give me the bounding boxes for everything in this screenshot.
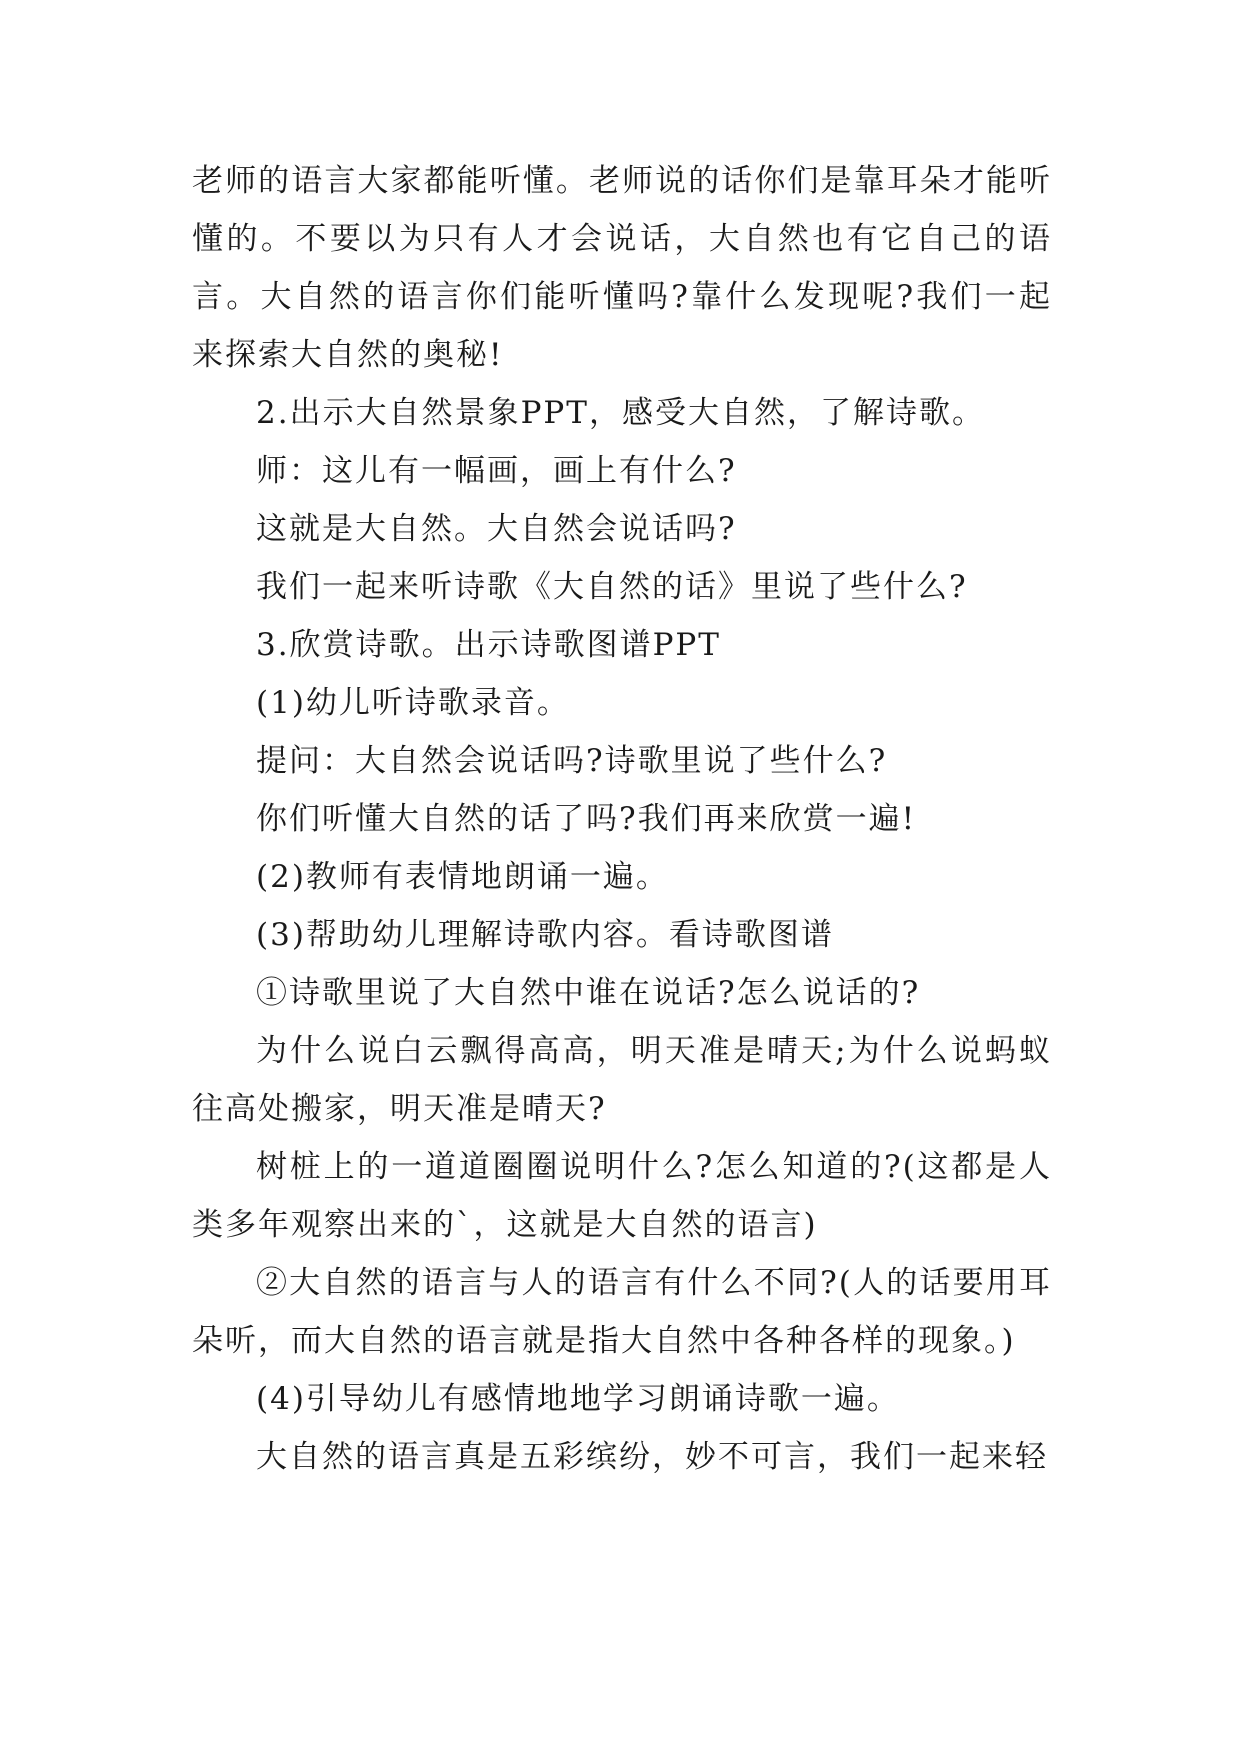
paragraph-step-2: 2.出示大自然景象PPT，感受大自然，了解诗歌。	[256, 395, 985, 431]
paragraph-question: 提问：大自然会说话吗?诗歌里说了些什么?	[256, 743, 888, 779]
document-body	[192, 152, 1052, 1486]
paragraph-step-3: 3.欣赏诗歌。出示诗歌图谱PPT	[256, 627, 721, 663]
paragraph-sub-1: (1)幼儿听诗歌录音。	[256, 685, 570, 721]
paragraph-sub-4: (4)引导幼儿有感情地地学习朗诵诗歌一遍。	[256, 1381, 900, 1417]
paragraph-teacher-question: 师：这儿有一幅画，画上有什么?	[256, 453, 737, 489]
paragraph-listen-poem: 我们一起来听诗歌《大自然的话》里说了些什么?	[256, 569, 968, 605]
paragraph-closing: 大自然的语言真是五彩缤纷，妙不可言，我们一起来轻	[256, 1439, 1048, 1475]
paragraph-tree-rings: 树桩上的一道道圈圈说明什么?怎么知道的?(这都是人类多年观察出来的`，这就是大自然的语言)	[192, 1149, 1052, 1243]
paragraph-sub-3: (3)帮助幼儿理解诗歌内容。看诗歌图谱	[256, 917, 834, 953]
paragraph-intro: 老师的语言大家都能听懂。老师说的话你们是靠耳朵才能听懂的。不要以为只有人才会说话，大自然也有它自己的语言。大自然的语言你们能听懂吗?靠什么发现呢?我们一起来探索大自然的奥秘!	[192, 163, 1052, 373]
paragraph-why-clouds: 为什么说白云飘得高高，明天准是晴天;为什么说蚂蚁往高处搬家，明天准是晴天?	[192, 1033, 1052, 1127]
paragraph-sub-2: (2)教师有表情地朗诵一遍。	[256, 859, 669, 895]
paragraph-point-1: ①诗歌里说了大自然中谁在说话?怎么说话的?	[256, 975, 921, 1011]
paragraph-nature-speaks: 这就是大自然。大自然会说话吗?	[256, 511, 737, 547]
paragraph-point-2: ②大自然的语言与人的语言有什么不同?(人的话要用耳朵听，而大自然的语言就是指大自然中各种各样的现象。)	[192, 1265, 1052, 1359]
paragraph-appreciate-again: 你们听懂大自然的话了吗?我们再来欣赏一遍!	[256, 801, 917, 837]
